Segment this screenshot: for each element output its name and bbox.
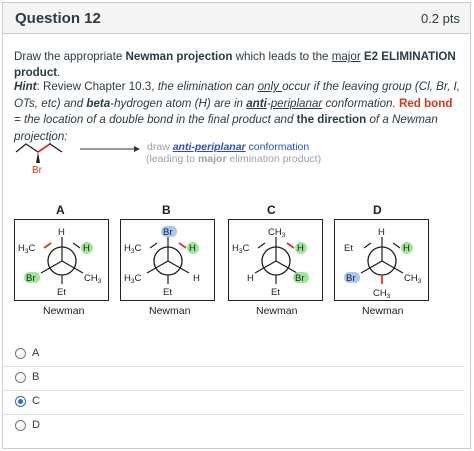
sub-lower-right: $CH_3$ xyxy=(404,273,422,285)
newman-caption-c: Newman xyxy=(256,305,298,317)
sub-lower-left: H xyxy=(247,273,254,284)
sub-lower-left: Br xyxy=(346,273,356,284)
sub-bottom: $CH_3$ xyxy=(373,288,391,300)
hint-part: of a Newman projection: xyxy=(14,113,438,143)
hint-periplanar: periplanar xyxy=(270,96,323,110)
prompt-text: . xyxy=(57,66,61,79)
option-label-d: D xyxy=(32,419,40,431)
reaction-arrow xyxy=(78,144,142,154)
sub-upper-right: H xyxy=(83,243,90,254)
prompt-text: Draw the appropriate xyxy=(14,50,126,63)
prompt-bold-e2: E2 ELIMINATION product xyxy=(14,50,456,79)
hint-part: the elimination can xyxy=(157,80,258,93)
projection-letter-c: C xyxy=(267,203,276,217)
draw-instruction-sub xyxy=(146,153,321,165)
sub-upper-right: H xyxy=(189,243,196,254)
hint-only: only xyxy=(257,80,283,93)
hint-part: -hydrogen atom (H) are in xyxy=(110,96,247,110)
draw-text: conformation xyxy=(245,141,310,153)
sub-bottom: Et xyxy=(57,287,66,298)
newman-projection-b xyxy=(120,219,215,301)
sub-upper-left: Et xyxy=(344,243,353,254)
sub-upper-right: H xyxy=(403,243,410,254)
sub-lower-left: Br xyxy=(26,273,36,284)
sub-lower-left: $H_3C$ xyxy=(124,273,142,285)
hint-direction: the direction xyxy=(296,113,367,126)
option-c[interactable] xyxy=(4,391,465,415)
hint-label: Hint xyxy=(14,80,37,93)
option-a[interactable] xyxy=(4,343,465,367)
radio-d[interactable] xyxy=(15,420,26,431)
option-label-b: B xyxy=(32,371,40,383)
question-prompt xyxy=(14,49,459,81)
radio-b[interactable] xyxy=(15,372,26,383)
projection-letter-d: D xyxy=(373,203,382,217)
radio-c[interactable] xyxy=(15,396,26,407)
sub-top: Br xyxy=(163,227,173,238)
newman-caption-a: Newman xyxy=(43,305,85,317)
question-header xyxy=(3,3,470,34)
sub-lower-right: Br xyxy=(295,273,305,284)
sub-upper-left: $H_3C$ xyxy=(18,243,36,255)
radio-a[interactable] xyxy=(15,348,26,359)
newman-caption-b: Newman xyxy=(149,305,191,317)
newman-caption-d: Newman xyxy=(362,305,404,317)
draw-text: elimination product) xyxy=(226,153,322,165)
prompt-major: major xyxy=(331,50,361,63)
hint-beta: beta xyxy=(86,96,111,110)
question-points: 0.2 pts xyxy=(420,11,460,26)
hint-part: conformation. xyxy=(322,96,399,110)
option-b[interactable] xyxy=(4,367,465,391)
sub-bottom: Et xyxy=(271,287,280,298)
sub-upper-right: H xyxy=(297,243,304,254)
draw-major: major xyxy=(197,153,227,165)
answer-options xyxy=(4,343,465,439)
newman-projection-d xyxy=(334,219,429,301)
skeletal-structure xyxy=(12,130,74,176)
hint-part: - xyxy=(266,96,271,110)
newman-projection-c xyxy=(228,219,323,301)
hint-part: occur if the leaving group (Cl, Br, I, OTs, etc) and xyxy=(14,80,460,110)
sub-top: H xyxy=(58,227,65,238)
draw-instruction xyxy=(147,141,309,153)
prompt-bold-newman: Newman projection xyxy=(125,50,233,63)
draw-text: (leading to xyxy=(146,153,198,165)
anti-periplanar-link: anti-periplanar xyxy=(172,141,246,153)
hint-anti: anti xyxy=(246,96,267,110)
sub-top: H xyxy=(378,227,385,238)
sub-top: $CH_3$ xyxy=(268,227,286,239)
hint-part: : Review Chapter 10.3, xyxy=(36,80,158,93)
option-d[interactable] xyxy=(4,415,465,439)
sub-upper-left: $H_3C$ xyxy=(124,243,142,255)
sub-bottom: Et xyxy=(163,287,172,298)
projection-letter-a: A xyxy=(56,203,65,217)
question-title: Question 12 xyxy=(15,10,101,27)
sub-upper-left: $H_3C$ xyxy=(232,243,250,255)
prompt-text: which leads to the xyxy=(232,50,332,63)
option-label-a: A xyxy=(32,347,40,359)
sub-lower-right: $CH_3$ xyxy=(84,273,102,285)
newman-projection-a xyxy=(14,219,109,301)
draw-text: draw xyxy=(147,141,173,153)
br-label: Br xyxy=(32,165,42,176)
projection-letter-b: B xyxy=(162,203,171,217)
hint-red-bond: Red bond xyxy=(398,96,453,110)
sub-lower-right: H xyxy=(193,273,200,284)
option-label-c: C xyxy=(32,395,40,407)
hint-part: = the location of a double bond in the final product and xyxy=(14,113,297,126)
hint-text xyxy=(14,79,462,145)
